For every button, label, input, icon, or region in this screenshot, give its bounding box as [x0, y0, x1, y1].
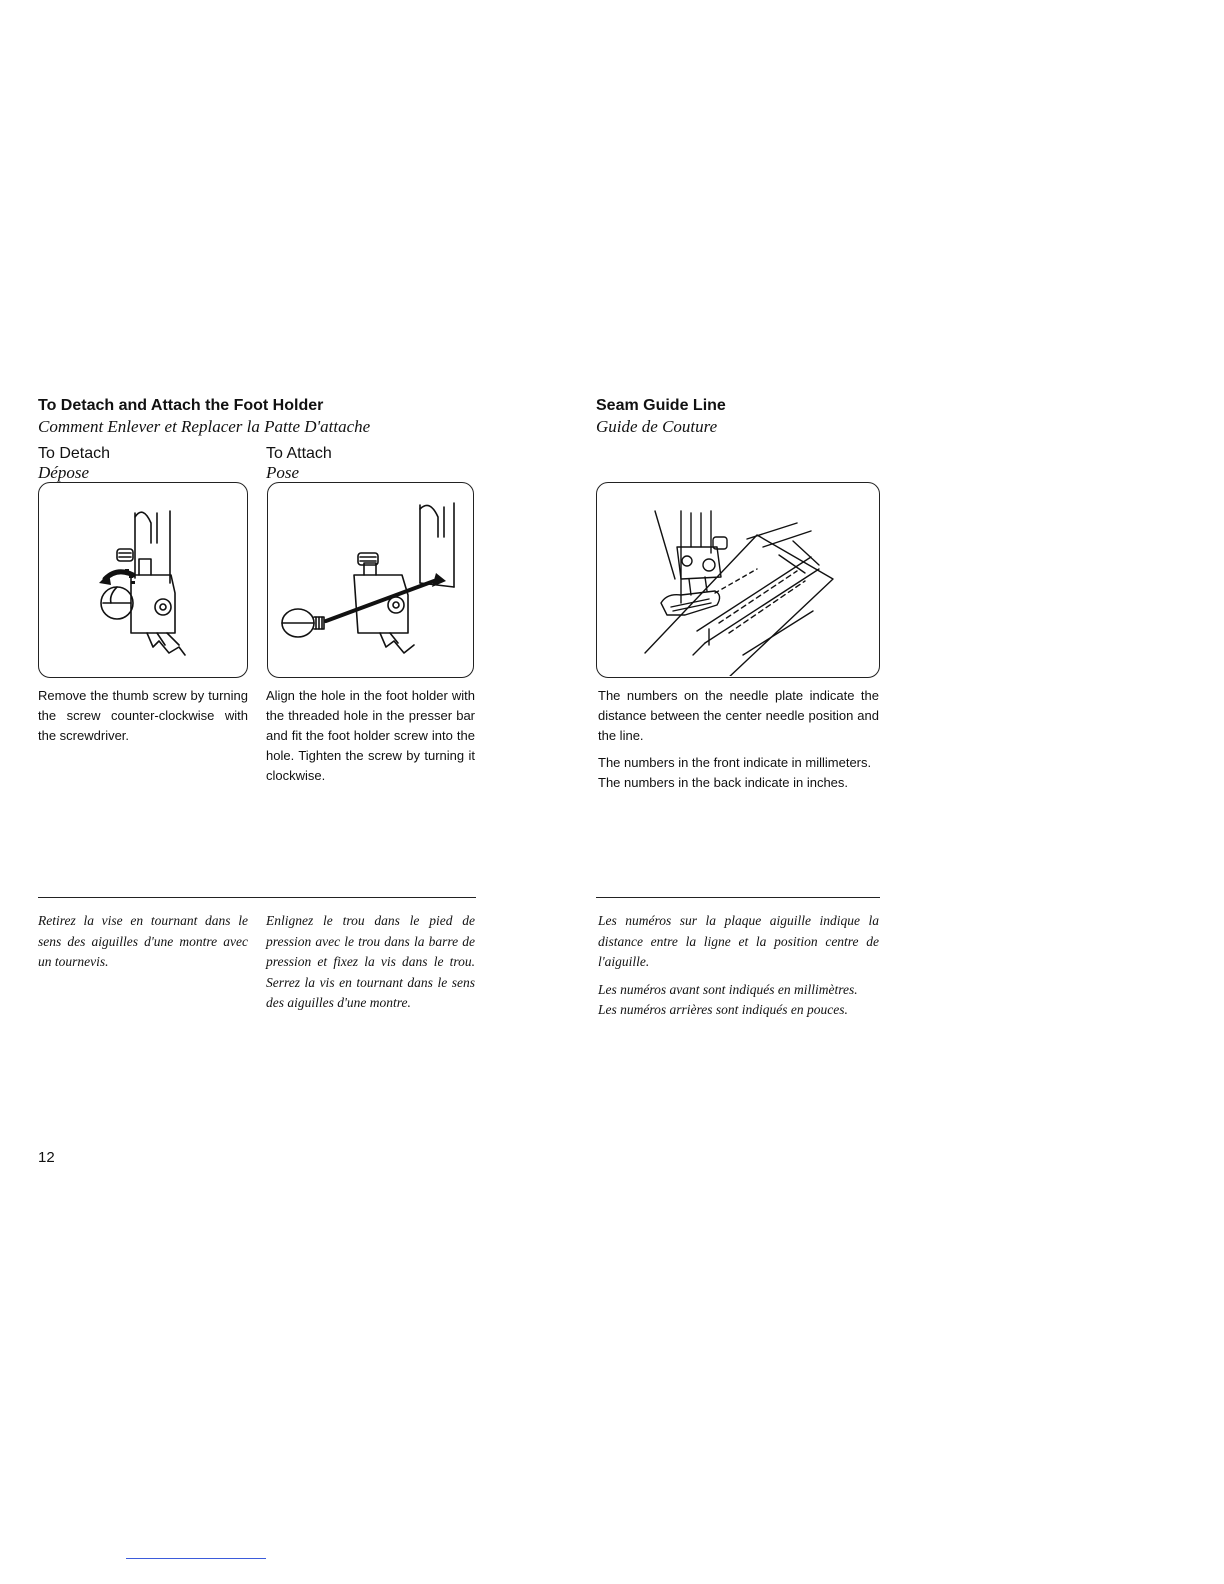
- seam-fr-paragraph-3: Les numéros arrières sont indiqués en pouces.: [598, 1002, 848, 1017]
- attach-label: To Attach: [266, 445, 332, 462]
- seam-paragraph-2: The numbers in the front indicate in millimeters.: [598, 755, 872, 770]
- seam-fr-paragraph-1: Les numéros sur la plaque aiguille indique la distance entre la ligne et la position centre de l'aiguille.: [598, 913, 879, 969]
- attach-illustration-frame: [267, 482, 474, 678]
- seam-illustration-frame: [596, 482, 880, 678]
- left-divider: [38, 897, 476, 898]
- attach-instructions-fr: [266, 911, 475, 1014]
- right-section-title-fr: Guide de Couture: [596, 417, 718, 436]
- thumb-screw-removal-illustration-icon: [39, 483, 246, 676]
- attach-instructions-fr-text: Enlignez le trou dans le pied de pression avec le trou dans la barre de pression et fixez la vis dans le trou. Serrez la vis en tournant dans le sens des aiguilles d'une montre.: [266, 913, 475, 1010]
- seam-instructions-fr: [598, 911, 879, 1021]
- detach-label-fr: Dépose: [38, 463, 89, 482]
- seam-instructions: [598, 686, 879, 793]
- attach-instructions-text: Align the hole in the foot holder with the threaded hole in the presser bar and fit the foot holder screw into the hole. Tighten the screw by turning it clockwise.: [266, 688, 475, 783]
- page-number: 12: [38, 1149, 55, 1166]
- detach-illustration-frame: [38, 482, 248, 678]
- right-divider: [596, 897, 880, 898]
- detach-instructions-fr-text: Retirez la vise en tournant dans le sens des aiguilles d'une montre avec un tournevis.: [38, 913, 248, 969]
- presser-foot-seam-guide-illustration-icon: [597, 483, 878, 676]
- detach-label: To Detach: [38, 445, 111, 462]
- foot-holder-screw-illustration-icon: [268, 483, 472, 676]
- left-section-title-fr: Comment Enlever et Replacer la Patte D'attache: [38, 417, 371, 436]
- footer-link-underline: [126, 1558, 266, 1559]
- attach-label-fr: Pose: [266, 463, 300, 482]
- detach-instructions-text: Remove the thumb screw by turning the screw counter-clockwise with the screwdriver.: [38, 688, 248, 743]
- right-section-title: Seam Guide Line: [596, 397, 726, 414]
- detach-instructions-fr: [38, 911, 248, 973]
- seam-fr-paragraph-2: Les numéros avant sont indiqués en millimètres.: [598, 981, 858, 997]
- detach-instructions: [38, 686, 248, 746]
- seam-paragraph-1: The numbers on the needle plate indicate the distance between the center needle position and the line.: [598, 688, 879, 743]
- left-section-title: To Detach and Attach the Foot Holder: [38, 397, 324, 414]
- attach-instructions: [266, 686, 475, 786]
- seam-paragraph-3: The numbers in the back indicate in inches.: [598, 775, 849, 790]
